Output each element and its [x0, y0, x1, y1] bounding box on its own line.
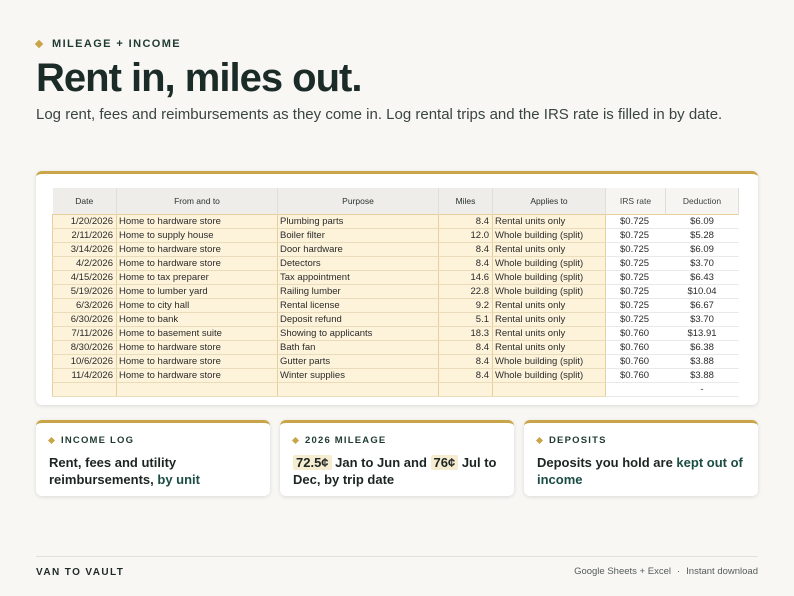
card-text-b: kept out of income [537, 455, 743, 487]
date-cell[interactable]: 8/30/2026 [53, 340, 117, 354]
page-subtitle: Log rent, fees and reimbursements as they come in. Log rental trips and the IRS rate is filled in by date. [36, 106, 723, 123]
column-header-applies: Applies to [493, 188, 606, 214]
miles-cell[interactable]: 8.4 [439, 256, 493, 270]
rate-highlight-2: 76¢ [431, 455, 459, 470]
brand-name: VAN TO VAULT [36, 567, 125, 578]
applies-cell[interactable]: Rental units only [493, 242, 606, 256]
miles-cell[interactable]: 22.8 [439, 284, 493, 298]
miles-cell[interactable]: 8.4 [439, 340, 493, 354]
rate-cell: $0.725 [606, 214, 666, 228]
purpose-cell[interactable] [278, 382, 439, 396]
miles-cell[interactable]: 8.4 [439, 214, 493, 228]
card-text [49, 454, 257, 488]
route-cell[interactable]: Home to hardware store [117, 242, 278, 256]
applies-cell[interactable]: Whole building (split) [493, 256, 606, 270]
card-text-a: Deposits you hold are [537, 455, 677, 470]
column-header-deduction: Deduction [666, 188, 739, 214]
column-header-date: Date [53, 188, 117, 214]
applies-cell[interactable]: Rental units only [493, 298, 606, 312]
rate-cell: $0.760 [606, 368, 666, 382]
miles-cell[interactable]: 8.4 [439, 354, 493, 368]
date-cell[interactable]: 6/30/2026 [53, 312, 117, 326]
footer-platforms: Google Sheets + Excel [574, 566, 671, 577]
diamond-icon [536, 437, 543, 444]
diamond-icon [292, 437, 299, 444]
date-cell[interactable]: 10/6/2026 [53, 354, 117, 368]
rate-cell [606, 382, 666, 396]
rate-cell: $0.760 [606, 326, 666, 340]
rate-cell: $0.760 [606, 354, 666, 368]
table-row [53, 284, 739, 298]
applies-cell[interactable]: Rental units only [493, 340, 606, 354]
deposits-card [524, 420, 758, 496]
miles-cell[interactable]: 18.3 [439, 326, 493, 340]
feature-cards [36, 420, 758, 496]
deduction-cell: $3.70 [666, 256, 739, 270]
deduction-cell: $6.43 [666, 270, 739, 284]
purpose-cell[interactable]: Tax appointment [278, 270, 439, 284]
column-header-rate: IRS rate [606, 188, 666, 214]
route-cell[interactable]: Home to tax preparer [117, 270, 278, 284]
table-row [53, 354, 739, 368]
deduction-cell: $10.04 [666, 284, 739, 298]
purpose-cell[interactable]: Boiler filter [278, 228, 439, 242]
table-header-row [53, 188, 739, 214]
deduction-cell: $3.70 [666, 312, 739, 326]
income-log-card [36, 420, 270, 496]
deduction-cell: $3.88 [666, 354, 739, 368]
date-cell[interactable]: 7/11/2026 [53, 326, 117, 340]
table-row [53, 242, 739, 256]
applies-cell[interactable]: Rental units only [493, 214, 606, 228]
deduction-cell: $5.28 [666, 228, 739, 242]
card-label: 2026 MILEAGE [305, 435, 387, 446]
applies-cell[interactable]: Whole building (split) [493, 228, 606, 242]
route-cell[interactable]: Home to city hall [117, 298, 278, 312]
applies-cell[interactable]: Whole building (split) [493, 368, 606, 382]
applies-cell[interactable]: Rental units only [493, 326, 606, 340]
route-cell[interactable]: Home to hardware store [117, 340, 278, 354]
deduction-cell: $6.38 [666, 340, 739, 354]
table-row [53, 228, 739, 242]
purpose-cell[interactable]: Plumbing parts [278, 214, 439, 228]
eyebrow-label: MILEAGE + INCOME [52, 38, 182, 50]
purpose-cell[interactable]: Railing lumber [278, 284, 439, 298]
purpose-cell[interactable]: Gutter parts [278, 354, 439, 368]
route-cell[interactable]: Home to lumber yard [117, 284, 278, 298]
table-row [53, 256, 739, 270]
rate-cell: $0.725 [606, 312, 666, 326]
deduction-cell: - [666, 382, 739, 396]
footer-delivery: Instant download [686, 566, 758, 577]
table-row [53, 326, 739, 340]
rate-cell: $0.725 [606, 242, 666, 256]
card-text-tail: Jul to Dec, by trip date [293, 455, 497, 487]
miles-cell[interactable]: 8.4 [439, 242, 493, 256]
rate-cell: $0.725 [606, 228, 666, 242]
miles-cell[interactable] [439, 382, 493, 396]
miles-cell[interactable]: 5.1 [439, 312, 493, 326]
table-row [53, 340, 739, 354]
diamond-icon [35, 40, 43, 48]
date-cell[interactable]: 4/2/2026 [53, 256, 117, 270]
route-cell[interactable]: Home to bank [117, 312, 278, 326]
purpose-cell[interactable]: Detectors [278, 256, 439, 270]
miles-cell[interactable]: 14.6 [439, 270, 493, 284]
rate-cell: $0.725 [606, 256, 666, 270]
mileage-table [52, 188, 739, 397]
page-title: Rent in, miles out. [36, 56, 362, 100]
card-label: DEPOSITS [549, 435, 607, 446]
purpose-cell[interactable]: Winter supplies [278, 368, 439, 382]
date-cell[interactable] [53, 382, 117, 396]
purpose-cell[interactable]: Rental license [278, 298, 439, 312]
column-header-miles: Miles [439, 188, 493, 214]
card-text [293, 454, 501, 488]
date-cell[interactable]: 6/3/2026 [53, 298, 117, 312]
route-cell[interactable] [117, 382, 278, 396]
mileage-card [280, 420, 514, 496]
purpose-cell[interactable]: Showing to applicants [278, 326, 439, 340]
rate-cell: $0.725 [606, 270, 666, 284]
date-cell[interactable]: 5/19/2026 [53, 284, 117, 298]
table-row [53, 298, 739, 312]
card-text [537, 454, 745, 488]
deduction-cell: $6.67 [666, 298, 739, 312]
footer-info [574, 566, 758, 577]
footer-divider [36, 556, 758, 557]
table-row [53, 382, 739, 396]
route-cell[interactable]: Home to hardware store [117, 354, 278, 368]
card-text-a: Rent, fees and utility reimbursements, [49, 455, 177, 487]
date-cell[interactable]: 11/4/2026 [53, 368, 117, 382]
column-header-route: From and to [117, 188, 278, 214]
eyebrow [36, 38, 181, 50]
route-cell[interactable]: Home to basement suite [117, 326, 278, 340]
purpose-cell[interactable]: Door hardware [278, 242, 439, 256]
spreadsheet-card [36, 171, 758, 405]
table-body [53, 214, 739, 396]
card-text-mid: Jan to Jun and [331, 455, 431, 470]
footer-separator: · [676, 566, 681, 577]
table-row [53, 214, 739, 228]
table-row [53, 368, 739, 382]
miles-cell[interactable]: 8.4 [439, 368, 493, 382]
route-cell[interactable]: Home to supply house [117, 228, 278, 242]
miles-cell[interactable]: 9.2 [439, 298, 493, 312]
route-cell[interactable]: Home to hardware store [117, 368, 278, 382]
date-cell[interactable]: 4/15/2026 [53, 270, 117, 284]
card-label: INCOME LOG [61, 435, 135, 446]
applies-cell[interactable]: Whole building (split) [493, 270, 606, 284]
applies-cell[interactable]: Whole building (split) [493, 354, 606, 368]
applies-cell[interactable] [493, 382, 606, 396]
date-cell[interactable]: 3/14/2026 [53, 242, 117, 256]
rate-cell: $0.760 [606, 340, 666, 354]
deduction-cell: $6.09 [666, 242, 739, 256]
rate-cell: $0.725 [606, 298, 666, 312]
applies-cell[interactable]: Rental units only [493, 312, 606, 326]
rate-highlight-1: 72.5¢ [293, 455, 332, 470]
table-row [53, 270, 739, 284]
deduction-cell: $3.88 [666, 368, 739, 382]
deduction-cell: $6.09 [666, 214, 739, 228]
date-cell[interactable]: 2/11/2026 [53, 228, 117, 242]
table-row [53, 312, 739, 326]
purpose-cell[interactable]: Bath fan [278, 340, 439, 354]
column-header-purpose: Purpose [278, 188, 439, 214]
miles-cell[interactable]: 12.0 [439, 228, 493, 242]
route-cell[interactable]: Home to hardware store [117, 214, 278, 228]
date-cell[interactable]: 1/20/2026 [53, 214, 117, 228]
route-cell[interactable]: Home to hardware store [117, 256, 278, 270]
applies-cell[interactable]: Whole building (split) [493, 284, 606, 298]
diamond-icon [48, 437, 55, 444]
deduction-cell: $13.91 [666, 326, 739, 340]
rate-cell: $0.725 [606, 284, 666, 298]
card-text-b: by unit [157, 472, 200, 487]
purpose-cell[interactable]: Deposit refund [278, 312, 439, 326]
